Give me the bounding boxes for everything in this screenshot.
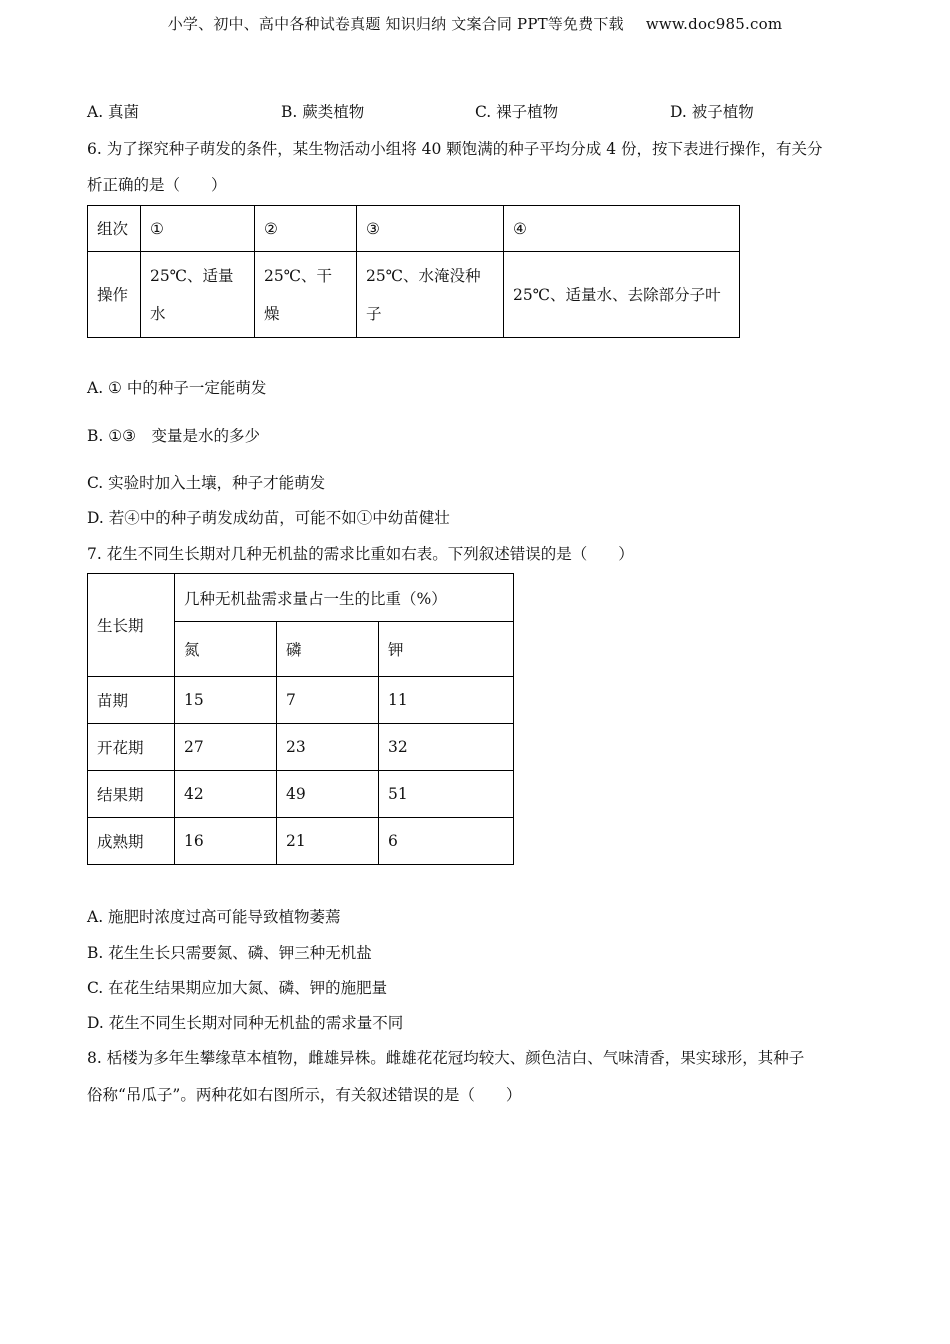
q7-table-cell: 成熟期 bbox=[88, 818, 175, 865]
header-text: 小学、初中、高中各种试卷真题 知识归纳 文案合同 PPT等免费下载 bbox=[167, 15, 624, 33]
q7-table-cell: 钾 bbox=[379, 622, 514, 677]
q6-table bbox=[87, 205, 740, 338]
q8-stem-line1: 8. 栝楼为多年生攀缘草本植物，雌雄异株。雌雄花花冠均较大、颜色洁白、气味清香，果实球形，其种子 bbox=[87, 1049, 805, 1067]
cell-line: 燥 bbox=[264, 304, 280, 323]
q6-table-header-row bbox=[88, 206, 740, 252]
q5-option-d: D. 被子植物 bbox=[670, 103, 754, 121]
q7-table-group-header: 几种无机盐需求量占一生的比重（%） bbox=[175, 574, 514, 622]
q7-table-cell: 49 bbox=[277, 771, 379, 818]
q5-option-c: C. 裸子植物 bbox=[475, 103, 559, 121]
q6-stem-line2: 析正确的是（ ） bbox=[87, 176, 227, 194]
q6-option-b: B. ①③ 变量是水的多少 bbox=[87, 427, 261, 445]
table-row bbox=[88, 724, 514, 771]
q7-option-b: B. 花生生长只需要氮、磷、钾三种无机盐 bbox=[87, 944, 372, 962]
q7-table-cell: 16 bbox=[175, 818, 277, 865]
q7-table-cell: 32 bbox=[379, 724, 514, 771]
q7-table-cell: 23 bbox=[277, 724, 379, 771]
q6-table-cell: ③ bbox=[357, 206, 504, 252]
q5-option-a: A. 真菌 bbox=[87, 103, 140, 121]
q7-table-header-row bbox=[88, 574, 514, 622]
q7-table bbox=[87, 573, 514, 865]
q7-stem: 7. 花生不同生长期对几种无机盐的需求比重如右表。下列叙述错误的是（ ） bbox=[87, 545, 634, 563]
q7-table-stage-header: 生长期 bbox=[88, 574, 175, 677]
q6-table-cell: ① bbox=[141, 206, 255, 252]
q6-table-cell: ④ bbox=[504, 206, 740, 252]
q7-option-c: C. 在花生结果期应加大氮、磷、钾的施肥量 bbox=[87, 979, 388, 997]
cell-line: 25℃、干 bbox=[264, 266, 333, 285]
q6-table-cell: 25℃、适量水、去除部分子叶 bbox=[504, 252, 740, 338]
q7-table-cell: 51 bbox=[379, 771, 514, 818]
q7-option-d: D. 花生不同生长期对同种无机盐的需求量不同 bbox=[87, 1014, 404, 1032]
q7-table-cell: 21 bbox=[277, 818, 379, 865]
q6-table-cell bbox=[357, 252, 504, 338]
header-url[interactable]: www.doc985.com bbox=[645, 15, 783, 33]
q6-table-cell bbox=[255, 252, 357, 338]
q7-table-cell: 6 bbox=[379, 818, 514, 865]
q6-table-cell: ② bbox=[255, 206, 357, 252]
q7-table-cell: 开花期 bbox=[88, 724, 175, 771]
q6-stem-line1: 6. 为了探究种子萌发的条件，某生物活动小组将 40 颗饱满的种子平均分成 4 份，按下表进行操作，有关分 bbox=[87, 140, 823, 158]
cell-line: 25℃、水淹没种 bbox=[366, 266, 481, 285]
table-row bbox=[88, 677, 514, 724]
cell-line: 水 bbox=[150, 304, 166, 323]
q7-table-cell: 11 bbox=[379, 677, 514, 724]
table-row bbox=[88, 771, 514, 818]
q7-table-cell: 42 bbox=[175, 771, 277, 818]
q6-table-cell bbox=[141, 252, 255, 338]
q6-option-d: D. 若④中的种子萌发成幼苗，可能不如①中幼苗健壮 bbox=[87, 509, 450, 527]
q7-table-cell: 氮 bbox=[175, 622, 277, 677]
table-row bbox=[88, 818, 514, 865]
q6-table-op-row bbox=[88, 252, 740, 338]
q6-option-c: C. 实验时加入土壤，种子才能萌发 bbox=[87, 474, 326, 492]
q7-table-cell: 27 bbox=[175, 724, 277, 771]
q6-table-cell: 组次 bbox=[88, 206, 141, 252]
q8-stem-line2: 俗称“吊瓜子”。两种花如右图所示，有关叙述错误的是（ ） bbox=[87, 1086, 522, 1104]
cell-line: 子 bbox=[366, 304, 382, 323]
q7-table-cell: 磷 bbox=[277, 622, 379, 677]
q6-option-a: A. ① 中的种子一定能萌发 bbox=[87, 379, 267, 397]
q7-option-a: A. 施肥时浓度过高可能导致植物萎蔫 bbox=[87, 908, 341, 926]
q7-table-cell: 结果期 bbox=[88, 771, 175, 818]
q7-table-cell: 15 bbox=[175, 677, 277, 724]
page-header bbox=[0, 13, 950, 34]
q6-table-cell: 操作 bbox=[88, 252, 141, 338]
q5-option-b: B. 蕨类植物 bbox=[281, 103, 365, 121]
q7-table-cell: 7 bbox=[277, 677, 379, 724]
cell-line: 25℃、适量 bbox=[150, 266, 234, 285]
q7-table-cell: 苗期 bbox=[88, 677, 175, 724]
